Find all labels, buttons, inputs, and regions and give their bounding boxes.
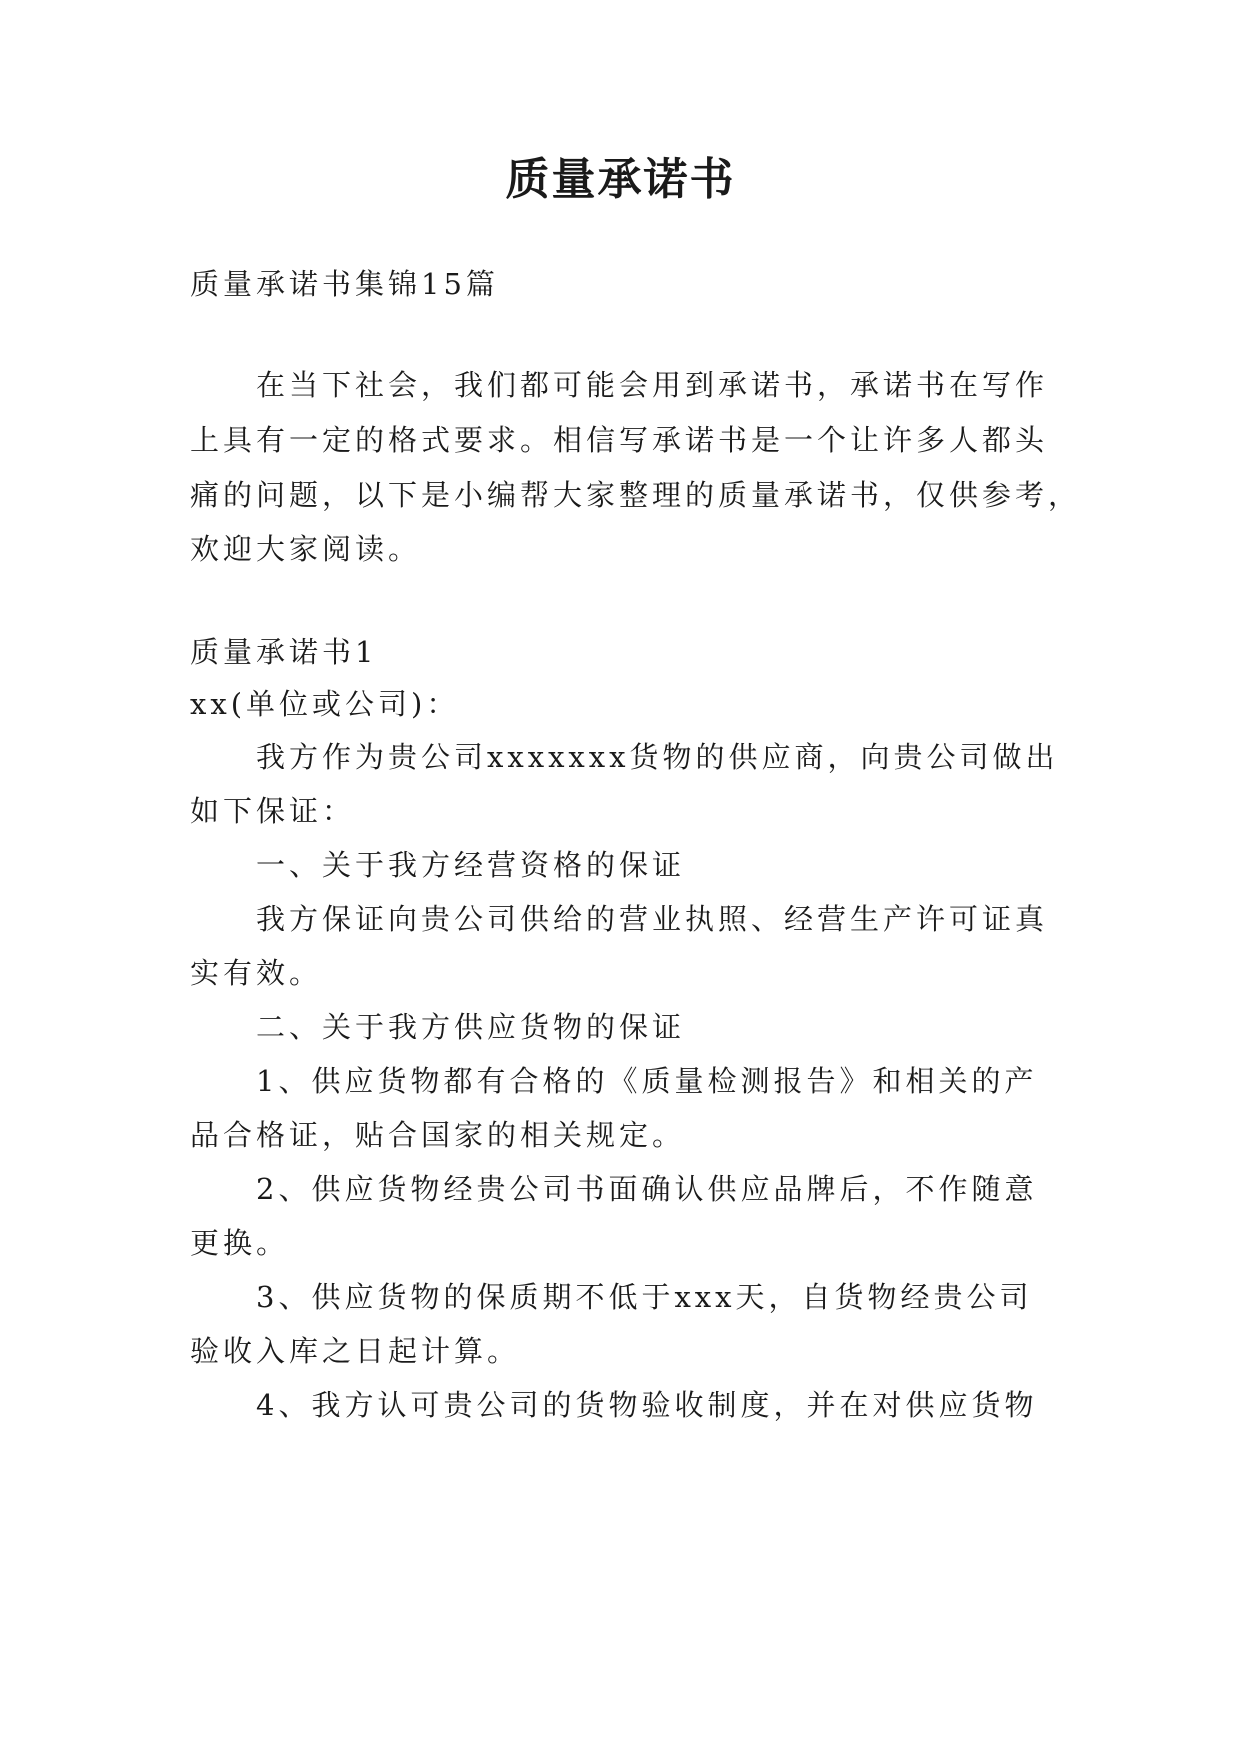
intro-line: 上具有一定的格式要求。相信写承诺书是一个让许多人都头 xyxy=(190,423,1049,457)
page-title: 质量承诺书 xyxy=(505,154,736,205)
intro-line: 痛的问题，以下是小编帮大家整理的质量承诺书，仅供参考， xyxy=(190,478,1082,512)
subtitle: 质量承诺书集锦15篇 xyxy=(190,267,499,301)
body-line: 3、供应货物的保质期不低于xxx天，自货物经贵公司 xyxy=(256,1280,1033,1314)
body-line: 品合格证，贴合国家的相关规定。 xyxy=(190,1118,686,1152)
section-heading: 质量承诺书1 xyxy=(190,635,378,669)
body-line: 一、关于我方经营资格的保证 xyxy=(256,848,686,882)
intro-line: 欢迎大家阅读。 xyxy=(190,532,422,566)
body-line: 更换。 xyxy=(190,1226,290,1260)
body-line: 二、关于我方供应货物的保证 xyxy=(256,1010,686,1044)
body-line: 我方保证向贵公司供给的营业执照、经营生产许可证真 xyxy=(256,902,1049,936)
body-line: 我方作为贵公司xxxxxxx货物的供应商，向贵公司做出 xyxy=(256,740,1059,774)
intro-line: 在当下社会，我们都可能会用到承诺书，承诺书在写作 xyxy=(256,368,1049,402)
body-line: 4、我方认可贵公司的货物验收制度，并在对供应货物 xyxy=(256,1388,1038,1422)
body-line: 1、供应货物都有合格的《质量检测报告》和相关的产 xyxy=(256,1064,1038,1098)
body-line: 如下保证： xyxy=(190,794,356,828)
addressee: xx(单位或公司)： xyxy=(190,687,460,721)
body-line: 实有效。 xyxy=(190,956,323,990)
body-line: 2、供应货物经贵公司书面确认供应品牌后，不作随意 xyxy=(256,1172,1038,1206)
body-line: 验收入库之日起计算。 xyxy=(190,1334,521,1368)
